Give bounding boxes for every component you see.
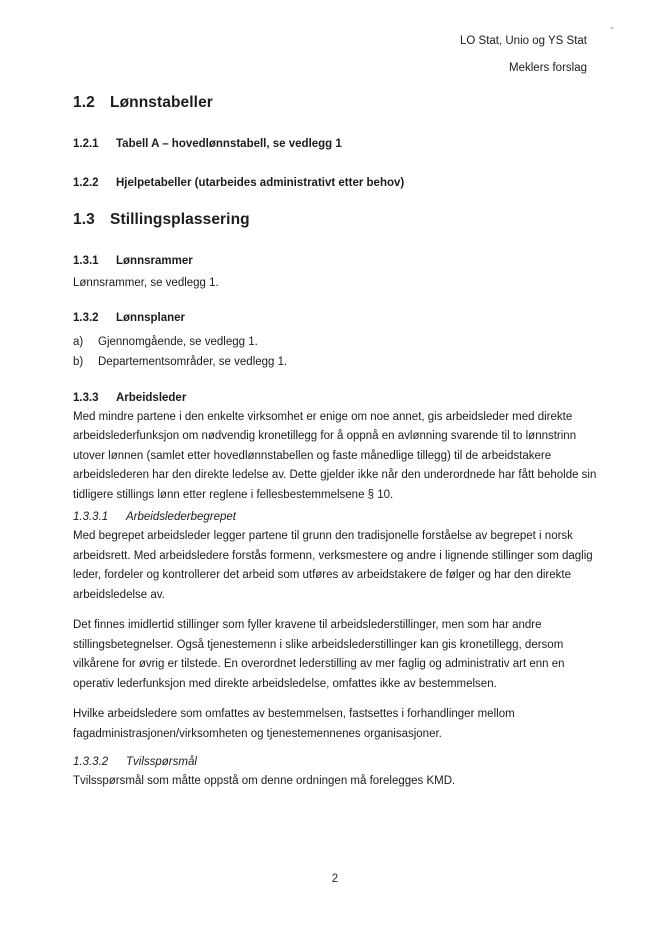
section-heading-1-3 [73,210,598,229]
section-number: 1.3 [73,211,95,228]
section-title: Lønnsrammer [116,255,193,267]
section-number: 1.2 [73,94,95,111]
section-heading-1-3-3 [73,391,598,405]
section-heading-1-3-3-2 [73,755,598,770]
section-number: 1.3.3 [73,391,99,404]
section-title: Tabell A – hovedlønnstabell, se vedlegg 1 [116,138,342,150]
section-title: Lønnstabeller [110,94,213,111]
section-title: Arbeidslederbegrepet [126,511,236,523]
section-title: Stillingsplassering [110,211,250,228]
list-item [73,332,598,353]
section-number: 1.3.3.1 [73,511,109,523]
paragraph-arbeidslederbegrepet-1: Med begrepet arbeidsleder legger partene til grunn den tradisjonelle forståelse av begrepet i norsk arbeidsrett. Med arbeidsledere forstås formenn, verksmestere og andre i lignende stillinger som daglig leder, fordeler og kontrollerer det arbeid som utføres av arbeidstakere de følger og har den direkte arbeidsledelse av. [73,530,593,601]
section-title: Arbeidsleder [116,391,187,404]
paragraph-arbeidslederbegrepet-3: Hvilke arbeidsledere som omfattes av bestemmelsen, fastsettes i forhandlinger mellom fagadministrasjonen/virksomheten og tjenestemennenes organisasjoner. [73,708,515,740]
section-number: 1.2.1 [73,138,99,150]
section-number: 1.2.2 [73,177,99,189]
section-number: 1.3.1 [73,255,99,267]
section-title: Hjelpetabeller (utarbeides administrativt etter behov) [116,177,405,189]
lonnsplaner-list [73,332,598,373]
header-proposal-line: Meklers forslag [509,62,587,74]
paragraph-lonnsrammer: Lønnsrammer, se vedlegg 1. [73,277,219,289]
section-heading-1-2 [73,93,598,112]
section-heading-1-2-1 [73,137,598,151]
list-item-marker: a) [73,335,84,348]
section-heading-1-3-3-1 [73,510,598,525]
paragraph-arbeidslederbegrepet-2: Det finnes imidlertid stillinger som fyller kravene til arbeidslederstillinger, men som har andre stillingsbetegnelser. Også tjenestemenn i slike arbeidslederstillinger kan gis kronetillegg, dersom vilkårene for øvrig er tilstede. En overordnet lederstilling av mer faglig og administrativ art enn en operativ lederfunksjon med direkte arbeidsledelse, omfattes ikke av bestemmelsen. [73,619,565,690]
scan-artifact-dot [610,27,614,29]
page-number: 2 [331,873,339,885]
list-item-marker: b) [73,356,84,368]
section-heading-1-2-2 [73,176,598,190]
section-number: 1.3.2 [73,311,99,324]
section-heading-1-3-1 [73,254,598,268]
header-parties-line: LO Stat, Unio og YS Stat [460,35,587,47]
list-item-text: Departementsområder, se vedlegg 1. [98,356,288,368]
section-number: 1.3.3.2 [73,756,109,768]
document-header [73,34,598,75]
paragraph-tvilssporsmal: Tvilsspørsmål som måtte oppstå om denne ordningen må forelegges KMD. [73,775,456,787]
paragraph-arbeidsleder: Med mindre partene i den enkelte virksomhet er enige om noe annet, gis arbeidsleder med direkte arbeidslederfunksjon om nødvendig kronetillegg for å oppnå en avlønning svarende til to lønnstrinn utover lønnen (samlet etter hovedlønnstabellen og faste månedlige tillegg) til de arbeidstakere arbeidslederen har den direkte ledelse av. Dette gjelder ikke når den underordnede har fått beholde sin tidligere stillings lønn etter reglene i fellesbestemmelsene § 10. [73,410,597,501]
list-item [73,352,598,373]
list-item-text: Gjennomgående, se vedlegg 1. [98,335,258,348]
section-heading-1-3-2 [73,311,598,325]
section-title: Tvilsspørsmål [126,756,197,768]
section-title: Lønnsplaner [116,311,186,324]
